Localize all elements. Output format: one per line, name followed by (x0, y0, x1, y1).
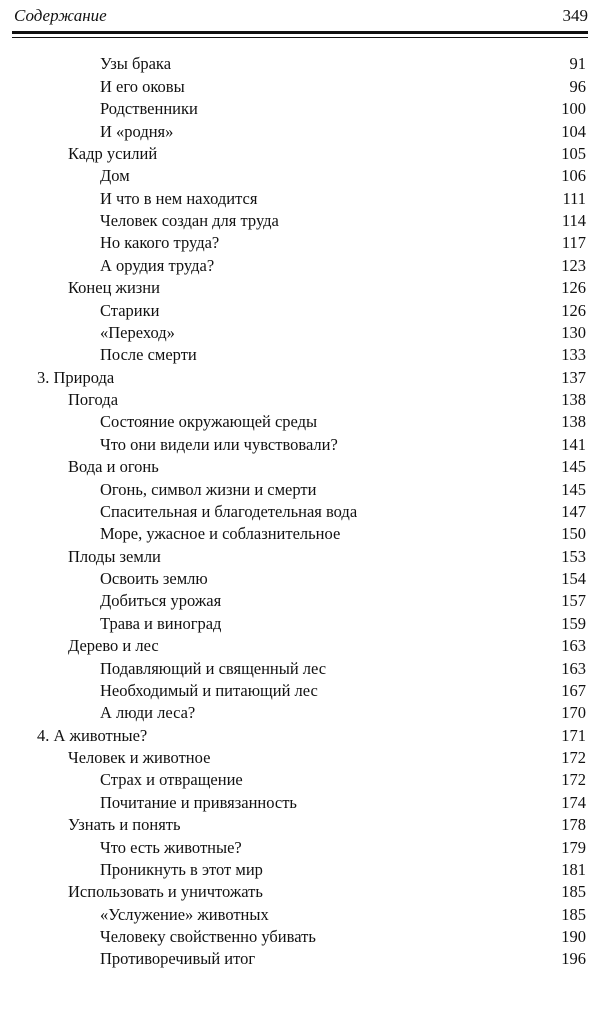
toc-entry-title: Использовать и уничтожать (68, 882, 267, 902)
toc-entry-title: Узы брака (100, 54, 175, 74)
dot-leader (203, 345, 552, 365)
toc-entry (0, 947, 586, 969)
dot-leader (216, 748, 552, 768)
toc-entry-page: 138 (561, 390, 586, 409)
toc-entry (0, 500, 586, 522)
toc-entry (0, 880, 586, 902)
toc-entry-title: Что они видели или чувствовали? (100, 435, 342, 455)
toc-entry-page: 185 (561, 904, 586, 924)
toc-entry-page: 163 (561, 658, 586, 678)
toc-entry (0, 589, 586, 611)
dot-leader (165, 457, 552, 477)
toc-entry (0, 321, 586, 343)
toc-entry-page: 170 (561, 703, 586, 723)
toc-entry (0, 925, 586, 947)
dot-leader (249, 770, 552, 790)
toc-entry (0, 410, 586, 432)
toc-entry-title: 4. А животные? (37, 726, 151, 746)
toc-entry (0, 790, 586, 812)
toc-entry-page: 172 (561, 770, 586, 790)
toc-entry-page: 141 (561, 434, 586, 454)
toc-entry-title: Необходимый и питающий лес (100, 681, 322, 701)
dot-leader (275, 905, 552, 925)
toc-entry-title: Кадр усилий (68, 144, 161, 164)
running-title: Содержание (14, 6, 107, 25)
toc-entry-page: 185 (561, 882, 586, 902)
toc-entry-title: «Услужение» животных (100, 905, 273, 925)
dot-leader (120, 368, 552, 388)
toc-entry-title: Трава и виноград (100, 614, 225, 634)
toc-entry (0, 567, 586, 589)
toc-entry (0, 813, 586, 835)
dot-leader (322, 927, 552, 947)
dot-leader (181, 323, 552, 343)
toc-entry-page: 114 (561, 211, 586, 230)
toc-entry-title: Человеку свойственно убивать (100, 927, 320, 947)
toc-entry (0, 142, 586, 164)
dot-leader (214, 569, 552, 589)
toc-entry-title: Что есть животные? (100, 838, 246, 858)
toc-entry-title: Плоды земли (68, 547, 165, 567)
toc-entry-title: Погода (68, 390, 122, 410)
dot-leader (165, 636, 552, 656)
toc-entry (0, 723, 586, 745)
toc-entry (0, 388, 586, 410)
toc-entry-page: 163 (561, 636, 586, 656)
toc-entry-title: После смерти (100, 345, 201, 365)
dot-leader (163, 144, 552, 164)
toc-entry (0, 164, 586, 186)
toc-entry (0, 276, 586, 298)
toc-entry (0, 768, 586, 790)
toc-entry-page: 104 (561, 121, 586, 141)
toc-entry (0, 97, 586, 119)
toc-entry (0, 253, 586, 275)
toc-entry-title: Но какого труда? (100, 233, 223, 253)
toc-entry-page: 106 (561, 166, 586, 186)
toc-entry-page: 111 (562, 188, 586, 208)
toc-entry-title: Старики (100, 301, 163, 321)
toc-entry-page: 96 (569, 76, 586, 96)
toc-entry-page: 172 (561, 748, 586, 767)
dot-leader (153, 726, 552, 746)
dot-leader (323, 412, 552, 432)
dot-leader (346, 524, 552, 544)
toc-entry-page: 181 (561, 859, 586, 879)
toc-entry (0, 477, 586, 499)
toc-entry-page: 150 (561, 524, 586, 544)
dot-leader (227, 591, 552, 611)
toc-entry-page: 137 (561, 367, 586, 387)
dot-leader (225, 233, 552, 253)
toc-entry-title: «Переход» (100, 323, 179, 343)
toc-entry-page: 154 (561, 569, 586, 588)
toc-entry (0, 119, 586, 141)
toc-entry (0, 455, 586, 477)
toc-entry-title: Дом (100, 166, 134, 186)
toc-entry-page: 145 (561, 457, 586, 477)
toc-entry-title: Состояние окружающей среды (100, 412, 321, 432)
toc-entry-title: А люди леса? (100, 703, 199, 723)
toc-entry-page: 91 (569, 54, 586, 74)
toc-entry-page: 171 (561, 725, 586, 745)
dot-leader (191, 77, 552, 97)
dot-leader (363, 502, 552, 522)
toc-entry-title: А орудия труда? (100, 256, 218, 276)
toc-entry (0, 544, 586, 566)
toc-entry-page: 138 (561, 412, 586, 432)
toc-entry-title: И что в нем находится (100, 189, 261, 209)
dot-leader (166, 278, 552, 298)
toc-entry (0, 186, 586, 208)
toc-entry-title: Родственники (100, 99, 202, 119)
toc-entry-page: 126 (561, 300, 586, 320)
dot-leader (248, 838, 552, 858)
toc-entry-title: Противоречивый итог (100, 949, 259, 969)
toc-entry-page: 100 (561, 99, 586, 119)
toc-entry-page: 133 (561, 345, 586, 365)
toc-entry (0, 74, 586, 96)
toc-entry (0, 52, 586, 74)
dot-leader (285, 211, 552, 231)
dot-leader (124, 390, 552, 410)
dot-leader (303, 793, 552, 813)
toc-entry-title: Спасительная и благодетельная вода (100, 502, 361, 522)
dot-leader (165, 301, 552, 321)
toc-entry-page: 145 (561, 479, 586, 499)
toc-entry-page: 196 (561, 949, 586, 969)
toc-entry-title: И «родня» (100, 122, 177, 142)
dot-leader (322, 480, 552, 500)
toc-entry-title: Подавляющий и священный лес (100, 659, 330, 679)
toc-entry-page: 130 (561, 322, 586, 342)
dot-leader (263, 189, 552, 209)
dot-leader (227, 614, 552, 634)
header-rule-thick (12, 31, 588, 34)
toc-entry-title: Освоить землю (100, 569, 212, 589)
dot-leader (177, 54, 552, 74)
toc-entry-page: 178 (561, 815, 586, 835)
toc-entry-title: Страх и отвращение (100, 770, 247, 790)
toc-entry (0, 298, 586, 320)
toc-entry-title: Проникнуть в этот мир (100, 860, 267, 880)
toc-entry-page: 123 (561, 255, 586, 275)
dot-leader (201, 703, 552, 723)
toc-entry-title: И его оковы (100, 77, 189, 97)
dot-leader (204, 99, 552, 119)
dot-leader (344, 435, 552, 455)
toc-entry (0, 902, 586, 924)
toc-entry-page: 167 (561, 680, 586, 700)
toc-entry-page: 174 (561, 792, 586, 812)
toc-entry (0, 231, 586, 253)
page-header (14, 6, 588, 26)
toc-entry (0, 611, 586, 633)
toc-entry (0, 432, 586, 454)
toc-entry-page: 117 (561, 233, 586, 253)
toc-entry (0, 746, 586, 768)
toc-entry (0, 656, 586, 678)
toc-entry-title: Море, ужасное и соблазнительное (100, 524, 344, 544)
toc-entry (0, 679, 586, 701)
dot-leader (220, 256, 552, 276)
toc-entry-page: 159 (561, 613, 586, 633)
dot-leader (136, 166, 552, 186)
toc-entry-title: Узнать и понять (68, 815, 185, 835)
toc-entry (0, 522, 586, 544)
dot-leader (324, 681, 552, 701)
toc-entry (0, 634, 586, 656)
toc-entry-title: Дерево и лес (68, 636, 163, 656)
dot-leader (332, 659, 552, 679)
toc-entry-title: Вода и огонь (68, 457, 163, 477)
header-rule-thin (12, 37, 588, 38)
dot-leader (179, 122, 552, 142)
toc-entry-title: Почитание и привязанность (100, 793, 301, 813)
toc-entry-page: 147 (561, 501, 586, 521)
toc-entry-title: Огонь, символ жизни и смерти (100, 480, 320, 500)
toc-entry-title: 3. Природа (37, 368, 118, 388)
toc-entry-title: Конец жизни (68, 278, 164, 298)
toc-entry-page: 157 (561, 591, 586, 611)
toc-entry-page: 179 (561, 837, 586, 857)
dot-leader (269, 882, 552, 902)
dot-leader (187, 815, 552, 835)
dot-leader (167, 547, 552, 567)
dot-leader (269, 860, 552, 880)
toc-entry-title: Добиться урожая (100, 591, 225, 611)
table-of-contents (0, 52, 600, 969)
toc-entry (0, 365, 586, 387)
toc-entry-title: Человек и животное (68, 748, 214, 768)
page-number: 349 (562, 6, 588, 25)
toc-entry-title: Человек создан для труда (100, 211, 283, 231)
toc-entry-page: 126 (561, 278, 586, 298)
toc-entry (0, 701, 586, 723)
toc-entry-page: 105 (561, 143, 586, 163)
toc-entry (0, 835, 586, 857)
toc-entry (0, 858, 586, 880)
dot-leader (261, 949, 552, 969)
toc-entry (0, 343, 586, 365)
toc-entry (0, 209, 586, 231)
toc-entry-page: 190 (561, 927, 586, 946)
toc-entry-page: 153 (561, 546, 586, 566)
